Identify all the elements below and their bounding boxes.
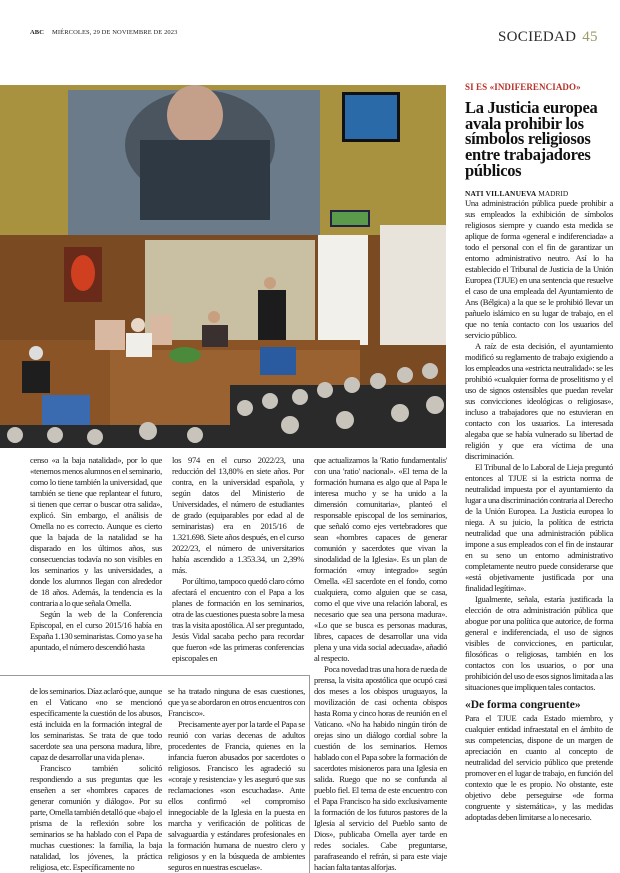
paragraph: se ha tratado ninguna de esas cuestiones, que ya se abordaron en otros encuentros con Francisco».: [168, 685, 305, 718]
article-column-3: [314, 455, 447, 873]
paragraph: de los seminarios. Díaz aclaró que, aunque en el Vaticano «no se mencionó específicamente la cuestión de los abusos, está incluida en la formación integral de los seminaristas. Se trata de que todo sacerdote sea una persona madura, libre, capaz de desarrollar una vida plena».: [30, 685, 162, 762]
paragraph: A raíz de esta decisión, el ayuntamiento modificó su reglamento de trabajo exigiendo a los empleados una «estricta neutralidad»: se les prohibió «cualquier forma de proselitismo y el uso de signos ostensibles que puedan revelar sus convicciones ideológicas o religiosas», incluso a trabajadores que no estuvieran en contacto con los usuarios. La interesada alegaba que se había vulnerado su libertad de religión y que era víctima de una discriminación.: [465, 340, 613, 461]
issue-date: MIÉRCOLES, 29 DE NOVIEMBRE DE 2023: [52, 29, 178, 36]
paragraph: Por último, tampoco quedó claro cómo afectará el encuentro con el Papa a los planes de formación en los seminarios, otra de las cuestiones puesta sobre la mesa tras la visita apostólica. Al ser preguntado, Jesús Vidal sacaba pecho para recordar que fueron «de las primeras conferencias episcopales en: [172, 576, 304, 663]
page-header-left: [30, 29, 177, 36]
main-article: [30, 455, 447, 873]
photo-assembly-hall: [0, 85, 446, 448]
paragraph: El Tribunal de lo Laboral de Lieja preguntó entonces al TJUE si la estricta norma de neutralidad impuesta por el ayuntamiento da lugar a una discriminación contraria al Derecho de la Unión Europea. La Justicia europea lo niega. A su juicio, la política de estricta neutralidad que una administración pública impone a sus empleados con el fin de instaurar en su seno un entorno administrativo completamente neutro puede considerarse que «está objetivamente justificada por una finalidad legítima».: [465, 461, 613, 593]
article-column-1-top: [30, 455, 162, 653]
paragraph: Poca novedad tras una hora de rueda de prensa, la visita apostólica que ocupó casi dos meses a los obispos uruguayos, la movilización de casi ochenta obispos hasta Roma y cinco horas de reunión en el Vaticano. «No ha habido ningún tirón de orejas sino un diálogo cordial sobre la cuestión de los seminarios. Hemos hablado con el Papa sobre la formación de sacerdotes misioneros para una Iglesia en salida. Ruego que no se confunda al pueblo fiel. El tema de este encuentro con el Papa Francisco ha sido exclusivamente la formación de los futuros pastores de la Iglesia al servicio del Pueblo santo de Dios», publicaba Omella ayer tarde en redes sociales. Cabe preguntarse, parafraseando el refrán, si para este viaje hacían falta tantas alforjas.: [314, 664, 447, 872]
side-article-subhead: «De forma congruente»: [465, 698, 581, 711]
page-header-right: [498, 29, 598, 46]
author-name: NATI VILLANUEVA: [465, 188, 537, 198]
paragraph: Precisamente ayer por la tarde el Papa se reunió con varias decenas de adultos procedentes de Francia, quienes en la infancia fueron abusados por sacerdotes o religiosos. Francisco les agradeció su «coraje y resistencia» y les aseguró que sus reclamaciones «son escuchadas». Ante ellos confirmó «el compromiso innegociable de la Iglesia en la puesta en marcha y verificación de políticas de salvaguardia y estándares profesionales en la formación humana de nuestro clero y religiosos y en la búsqueda de ambientes seguros en nuestras escuelas».: [168, 718, 305, 872]
paragraph: los 974 en el curso 2022/23, una reducción del 13,80% en siete años. Por contra, en la universidad española, y según datos del Ministerio de Universidades, el número de estudiantes de grado (equiparables por edad al de seminaristas) era en 2015/16 de 1.321.698. Siete años después, en el curso 2022/23, el número de universitarios había ascendido a 1.353.34, un 2,39% más.: [172, 455, 304, 575]
byline: [465, 189, 613, 198]
paragraph: Para el TJUE cada Estado miembro, y cualquier entidad infraestatal en el ámbito de sus competencias, dispone de un margen de apreciación en cuanto al concepto de neutralidad del servicio público que pretende promover en el lugar de trabajo, en función del contexto que le es propio. No obstante, este objetivo debe perseguirse «de forma congruente y sistemática», y las medidas adoptadas deben limitarse a lo necesario.: [465, 712, 613, 822]
paragraph: Una administración pública puede prohibir a sus empleados la exhibición de símbolos religiosos siempre y cuando esta medida se aplique de forma «general e indiferenciada» a todo el personal con el fin de garantizar un entorno administrativo neutro. Así lo ha establecido el Tribunal de Justicia de la Unión Europea (TJUE) en una sentencia que resuelve el caso de una empleada del Ayuntamiento de Ans (Bélgica) a la que se le prohibió llevar un pañuelo islámico en su lugar de trabajo, en el que no tenía contacto con los usuarios del servicio público.: [465, 197, 613, 340]
paragraph: Igualmente, señala, estaría justificada la elección de otra administración pública que abogue por una política que autorice, de forma general e indiferenciada, el uso de signos visibles de convicciones, en particular, filosóficas o religiosas, también en los contactos con los usuarios, o por una prohibición del uso de esos signos limitada a las situaciones que impliquen tales contactos.: [465, 593, 613, 692]
paragraph: Francisco también solicitó respondiendo a sus preguntas que les enseñen a ser «hombres capaces de generar comunión y diálogo». Por su parte, Omella también detalló que «bajo el prisma de la reflexión sobre los seminarios se ha hablado con el Papa de muchas cuestiones: la familia, la baja natalidad, los jóvenes, la práctica religiosa, etc. Específicamente no: [30, 762, 162, 872]
side-article-headline: La Justicia europea avala prohibir los símbolos religiosos entre trabajadores públicos: [465, 98, 598, 180]
section-name: SOCIEDAD: [498, 29, 577, 45]
location: MADRID: [538, 188, 569, 198]
side-article: [465, 82, 613, 823]
paragraph: Según la web de la Conferencia Episcopal, en el curso 2015/16 había en España 1.130 seminaristas. Como ya se ha apuntado, el número descendió hasta: [30, 609, 162, 652]
article-column-2-bottom: [162, 675, 310, 873]
side-article-kicker: SI ES «INDIFERENCIADO»: [465, 82, 581, 92]
side-article-body: [465, 198, 613, 823]
brand-label: ABC: [30, 29, 45, 36]
page-number: 45: [582, 29, 598, 45]
paragraph: que actualizamos la 'Ratio fundamentalis' con una 'ratio' nacional». «El tema de la formación humana es algo que al Papa le interesa mucho y se ha unido a la dimensión comunitaria», planteó el responsable episcopal de los seminarios, que señaló como ejes vertebradores que sean «hombres capaces de generar comunión y sacerdotes que vivan la sinodalidad de la Iglesia». Es un plan de formación «muy integrado» según Omella. «El sacerdote en el fondo, como cualquiera, como alguien que se casa, como el que vive una relación laboral, es necesario que sea una persona madura». «Lo que se busca es personas maduras, libres, capaces de desarrollar una vida plena y una vida social adecuada», añadió al respecto.: [314, 455, 447, 663]
article-column-1-bottom: [0, 675, 162, 873]
paragraph: censo «a la baja natalidad», por lo que «tenemos menos alumnos en el seminario, como lo tiene también la universidad, que también se tiene que replantear el futuro, si tienen que cerrar o buscar otra salida», explicó. Sin embargo, el análisis de Omella no es correcto. Aunque es cierto que la bajada de la natalidad se ha disparado en los últimos años, sus consecuencias todavía no son visibles en los seminarios y las universidades, a donde los alumnos llegan con alrededor de 18 años. Además, la tendencia es la contraria a lo que señala Omella.: [30, 455, 162, 608]
article-column-2-top: [172, 455, 304, 664]
